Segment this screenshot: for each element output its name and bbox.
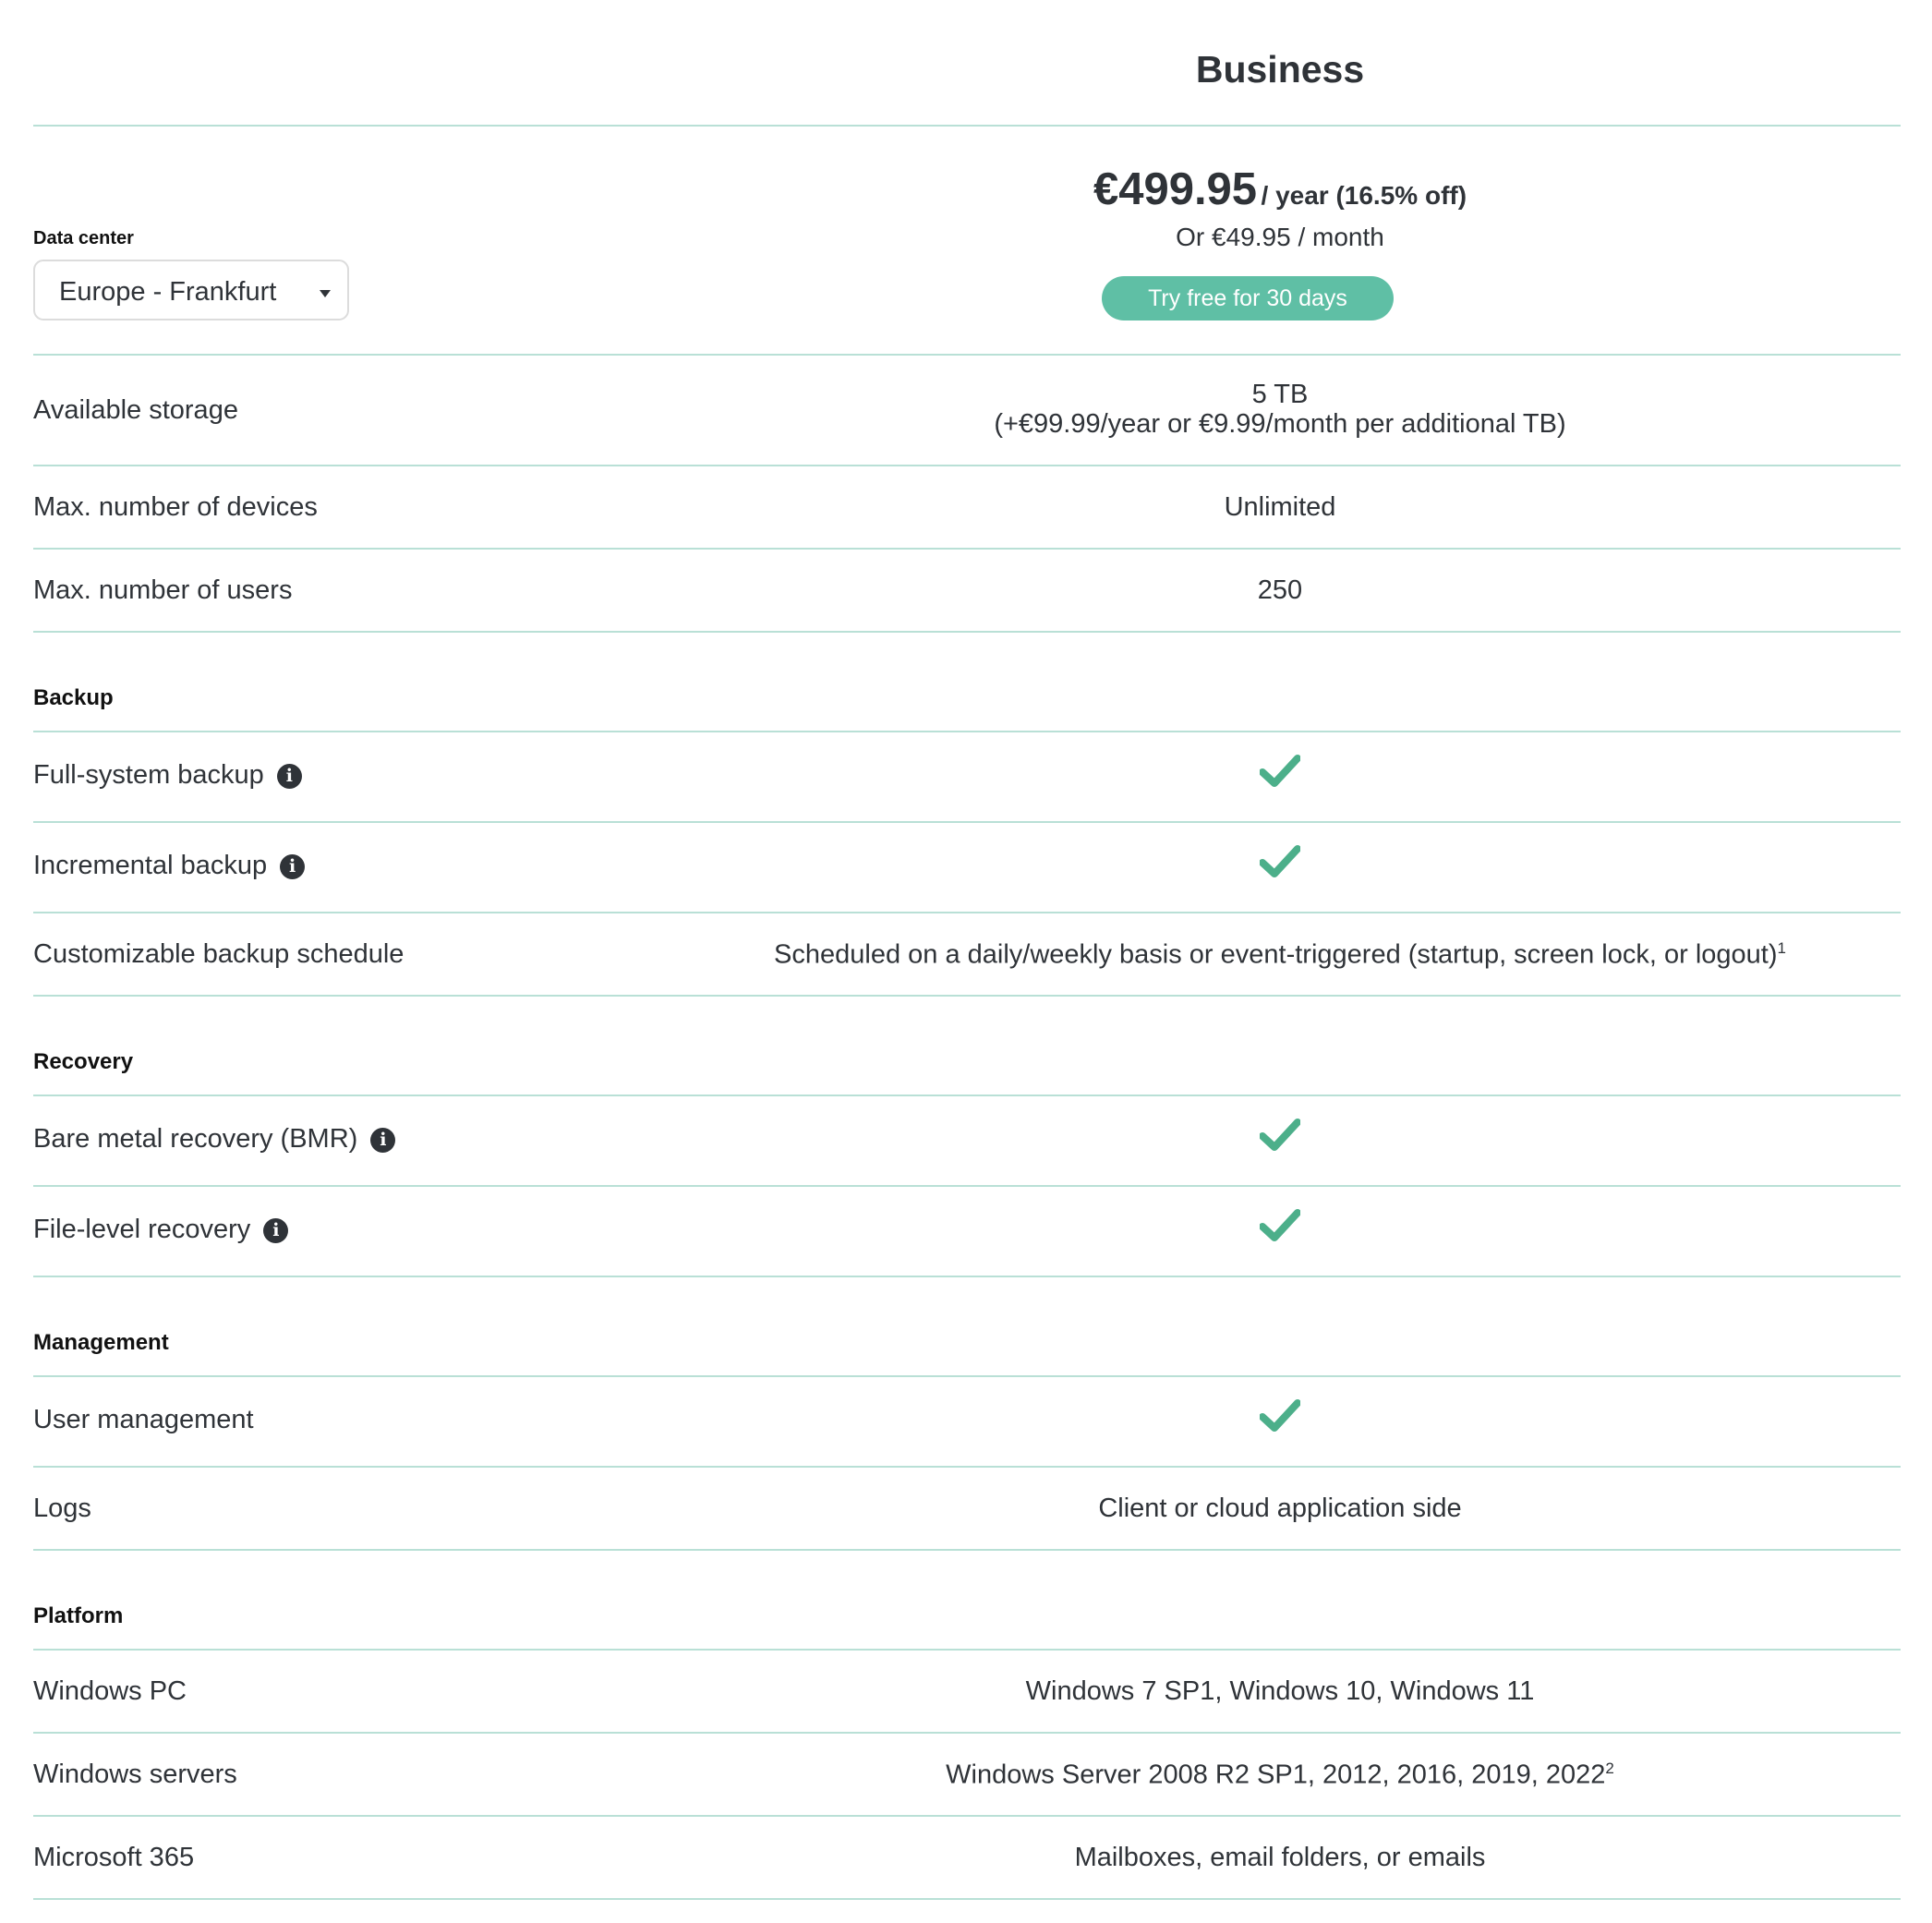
logs-label: Logs	[33, 1494, 91, 1523]
windows-pc-label: Windows PC	[33, 1676, 187, 1706]
check-icon	[1260, 845, 1300, 878]
pricing-table	[33, 0, 1901, 1900]
check-icon	[1260, 1119, 1300, 1152]
full-system-backup-label	[33, 760, 302, 791]
windows-servers-value	[717, 1760, 1843, 1791]
info-icon[interactable]: i	[263, 1218, 288, 1243]
check-icon	[1260, 755, 1300, 788]
section-platform	[33, 1551, 1901, 1651]
check-cell	[717, 1399, 1843, 1437]
plan-title: Business	[1195, 48, 1365, 91]
windows-servers-text: Windows Server 2008 R2 SP1, 2012, 2016, 2019, 2022	[946, 1760, 1606, 1790]
plan-header	[33, 0, 1901, 127]
info-icon[interactable]: i	[277, 764, 302, 789]
feature-label: Full-system backup	[33, 760, 264, 790]
check-cell	[717, 845, 1843, 883]
section-backup	[33, 633, 1901, 732]
feature-label: Bare metal recovery (BMR)	[33, 1124, 358, 1154]
section-management	[33, 1277, 1901, 1377]
check-icon	[1260, 1399, 1300, 1433]
section-title: Platform	[33, 1603, 124, 1628]
bmr-label	[33, 1124, 395, 1155]
storage-additional: (+€99.99/year or €9.99/month per additional TB)	[994, 409, 1566, 439]
section-title: Recovery	[33, 1049, 134, 1074]
data-center-select[interactable]	[33, 260, 349, 320]
users-label: Max. number of users	[33, 575, 293, 605]
row-logs	[33, 1468, 1901, 1551]
devices-value: Unlimited	[1224, 492, 1336, 522]
user-management-label: User management	[33, 1405, 254, 1434]
row-full-system-backup	[33, 732, 1901, 823]
price-line	[717, 163, 1843, 215]
footnote-marker[interactable]: 1	[1777, 939, 1786, 957]
schedule-label: Customizable backup schedule	[33, 939, 405, 969]
row-windows-servers	[33, 1734, 1901, 1817]
footnote-marker[interactable]: 2	[1605, 1760, 1614, 1777]
row-incremental-backup	[33, 823, 1901, 913]
schedule-text: Scheduled on a daily/weekly basis or event-triggered (startup, screen lock, or logout)	[774, 939, 1778, 970]
row-max-users	[33, 550, 1901, 633]
file-level-label	[33, 1215, 288, 1245]
chevron-down-icon	[320, 290, 331, 297]
section-title: Management	[33, 1330, 169, 1355]
windows-pc-value: Windows 7 SP1, Windows 10, Windows 11	[1025, 1676, 1535, 1706]
price-monthly: Or €49.95 / month	[1176, 223, 1384, 251]
users-value: 250	[1257, 575, 1303, 605]
check-cell	[717, 755, 1843, 792]
check-icon	[1260, 1209, 1300, 1242]
row-bare-metal-recovery	[33, 1096, 1901, 1187]
feature-label: Incremental backup	[33, 851, 268, 880]
row-windows-pc	[33, 1651, 1901, 1734]
logs-value: Client or cloud application side	[1098, 1494, 1462, 1523]
section-title: Backup	[33, 685, 114, 710]
check-cell	[717, 1119, 1843, 1156]
storage-label: Available storage	[33, 395, 238, 425]
schedule-value	[717, 939, 1843, 971]
windows-servers-label: Windows servers	[33, 1760, 237, 1789]
row-available-storage	[33, 356, 1901, 466]
row-backup-schedule	[33, 913, 1901, 997]
feature-label: File-level recovery	[33, 1215, 251, 1244]
info-icon[interactable]: i	[370, 1128, 395, 1153]
microsoft-365-label: Microsoft 365	[33, 1843, 195, 1872]
data-center-value: Europe - Frankfurt	[59, 277, 277, 307]
info-icon[interactable]: i	[280, 854, 305, 879]
incremental-backup-label	[33, 851, 305, 881]
devices-label: Max. number of devices	[33, 492, 318, 522]
try-free-button[interactable]: Try free for 30 days	[1102, 276, 1394, 320]
row-microsoft-365	[33, 1817, 1901, 1900]
price-period: / year (16.5% off)	[1261, 181, 1467, 210]
storage-value: 5 TB	[1251, 380, 1309, 409]
row-user-management	[33, 1377, 1901, 1468]
section-recovery	[33, 997, 1901, 1096]
row-max-devices	[33, 466, 1901, 550]
data-center-label: Data center	[33, 228, 134, 248]
row-file-level-recovery	[33, 1187, 1901, 1277]
price-amount: €499.95	[1093, 164, 1258, 214]
price-row	[33, 127, 1901, 356]
microsoft-365-value: Mailboxes, email folders, or emails	[1074, 1843, 1486, 1872]
check-cell	[717, 1209, 1843, 1247]
